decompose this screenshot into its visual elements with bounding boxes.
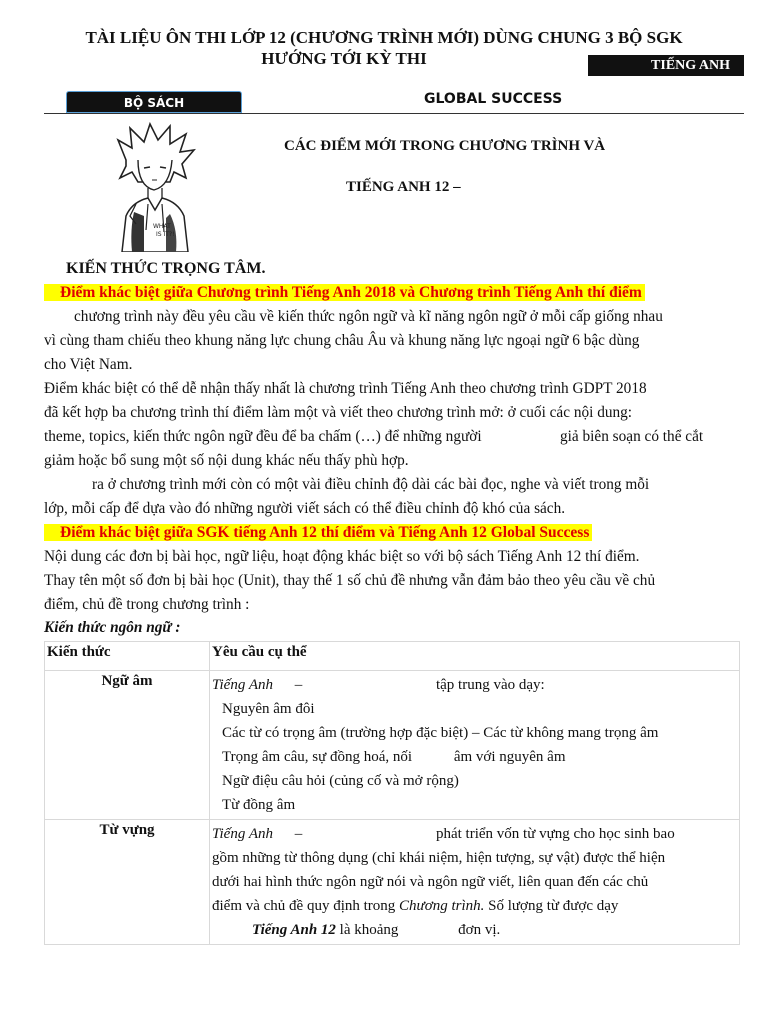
vocab-intro-dash: – <box>294 826 303 842</box>
list-item: Từ đồng âm <box>222 797 296 813</box>
para2-line1: Điểm khác biệt có thể dễ nhận thấy nhất là chương trình Tiếng Anh theo chương trình GDPT 2018 <box>44 380 647 397</box>
vocab-line4 <box>212 894 739 918</box>
shirt-text: WHAT <box>153 223 171 230</box>
phonetics-intro-dash: – <box>294 677 303 693</box>
list-item: Nguyên âm đôi <box>222 701 315 717</box>
table-header-row <box>45 642 740 671</box>
vocab-line3: dưới hai hình thức ngôn ngữ nói và ngôn ngữ viết, liên quan đến các chủ <box>212 874 649 890</box>
anime-character-illustration <box>108 120 200 252</box>
table-header-requirements: Yêu cầu cụ thể <box>210 642 740 671</box>
table-header-knowledge: Kiến thức <box>45 642 210 671</box>
heading-line1: CÁC ĐIỂM MỚI TRONG CHƯƠNG TRÌNH VÀ <box>284 138 606 154</box>
phonetics-intro-italic: Tiếng Anh <box>212 677 273 693</box>
para4-line2: Thay tên một số đơn bị bài học (Unit), thay thế 1 số chủ đề nhưng vẫn đảm bảo theo yêu cầu về chủ <box>44 572 656 589</box>
phonetics-intro-rest: tập trung vào dạy: <box>435 677 545 693</box>
highlight-heading-1-text: Điểm khác biệt giữa Chương trình Tiếng Anh 2018 và Chương trình Tiếng Anh thí điểm <box>44 284 645 301</box>
para3-line2: lớp, mỗi cấp để dựa vào đó những người viết sách có thể điều chỉnh độ khó của sách. <box>44 500 566 517</box>
para2-line2: đã kết hợp ba chương trình thí điểm làm một và viết theo chương trình mở: ở cuối các nội dung: <box>44 404 633 421</box>
vocab-line4-c: Số lượng từ được dạy <box>488 898 619 914</box>
vocab-line2: gồm những từ thông dụng (chỉ khái niệm, hiện tượng, sự vật) được thể hiện <box>212 850 666 866</box>
table-caption: Kiến thức ngôn ngữ : <box>44 619 181 636</box>
row-label-phonetics: Ngữ âm <box>45 671 210 820</box>
subject-tag: TIẾNG ANH <box>588 55 744 76</box>
list-item-part: Trọng âm câu, sự đồng hoá, nối <box>222 749 413 765</box>
vocab-line5-b: là khoảng <box>339 922 399 938</box>
list-item: Ngữ điệu câu hỏi (củng cố và mở rộng) <box>222 773 459 789</box>
para4-line3: điểm, chủ đề trong chương trình : <box>44 596 250 613</box>
vocab-line5-c: đơn vị. <box>458 922 501 938</box>
para1-line2: vì cùng tham chiếu theo khung năng lực chung châu Âu và khung năng lực ngoại ngữ 6 bậc dùng <box>44 332 640 349</box>
book-set-label: BỘ SÁCH <box>66 91 242 113</box>
table-row <box>45 671 740 820</box>
highlight-heading-2 <box>44 524 592 542</box>
list-item-part: âm với nguyên âm <box>453 749 566 765</box>
vocab-intro-rest: phát triển vốn từ vựng cho học sinh bao <box>435 826 675 842</box>
vocab-line4-b: Chương trình. <box>399 898 485 914</box>
book-set-name: GLOBAL SUCCESS <box>424 91 563 107</box>
para3-line1: ra ở chương trình mới còn có một vài điều chỉnh độ dài các bài đọc, nghe và viết trong mỗi <box>92 476 650 493</box>
table-row <box>45 820 740 945</box>
vocab-line5 <box>212 918 739 942</box>
vocab-line4-a: điểm và chủ đề quy định trong <box>212 898 396 914</box>
vocab-line5-a: Tiếng Anh 12 <box>252 922 336 938</box>
list-item <box>212 745 739 769</box>
heading-line2: TIẾNG ANH 12 – <box>346 179 461 195</box>
para2-line4: giảm hoặc bổ sung một số nội dung khác nếu thấy phù hợp. <box>44 452 409 469</box>
document-title-line1: TÀI LIỆU ÔN THI LỚP 12 (CHƯƠNG TRÌNH MỚI) DÙNG CHUNG 3 BỘ SGK <box>85 28 683 47</box>
para2-line3a: theme, topics, kiến thức ngôn ngữ đều để ba chấm (…) để những người <box>44 428 482 445</box>
list-item: Các từ có trọng âm (trường hợp đặc biệt) – Các từ không mang trọng âm <box>222 725 659 741</box>
row-label-vocabulary: Từ vựng <box>45 820 210 945</box>
para2-line3b: giả biên soạn có thể cắt <box>560 428 704 445</box>
document-title-line2: HƯỚNG TỚI KỲ THI <box>261 49 427 68</box>
para4-line1: Nội dung các đơn bị bài học, ngữ liệu, hoạt động khác biệt so với bộ sách Tiếng Anh 12 thí điểm. <box>44 548 640 565</box>
para1-line1: chương trình này đều yêu cầu về kiến thức ngôn ngữ và kĩ năng ngôn ngữ ở mỗi cấp giống nhau <box>74 308 663 325</box>
vocab-intro-italic: Tiếng Anh <box>212 826 273 842</box>
svg-text:IS IT?!: IS IT?! <box>156 231 175 238</box>
vocabulary-content <box>210 820 740 945</box>
section-title: KIẾN THỨC TRỌNG TÂM. <box>66 260 266 277</box>
highlight-heading-2-text: Điểm khác biệt giữa SGK tiếng Anh 12 thí điểm và Tiếng Anh 12 Global Success <box>44 524 592 541</box>
para1-line3: cho Việt Nam. <box>44 356 133 373</box>
phonetics-content <box>210 671 740 820</box>
highlight-heading-1 <box>44 284 645 302</box>
knowledge-table <box>44 641 740 945</box>
